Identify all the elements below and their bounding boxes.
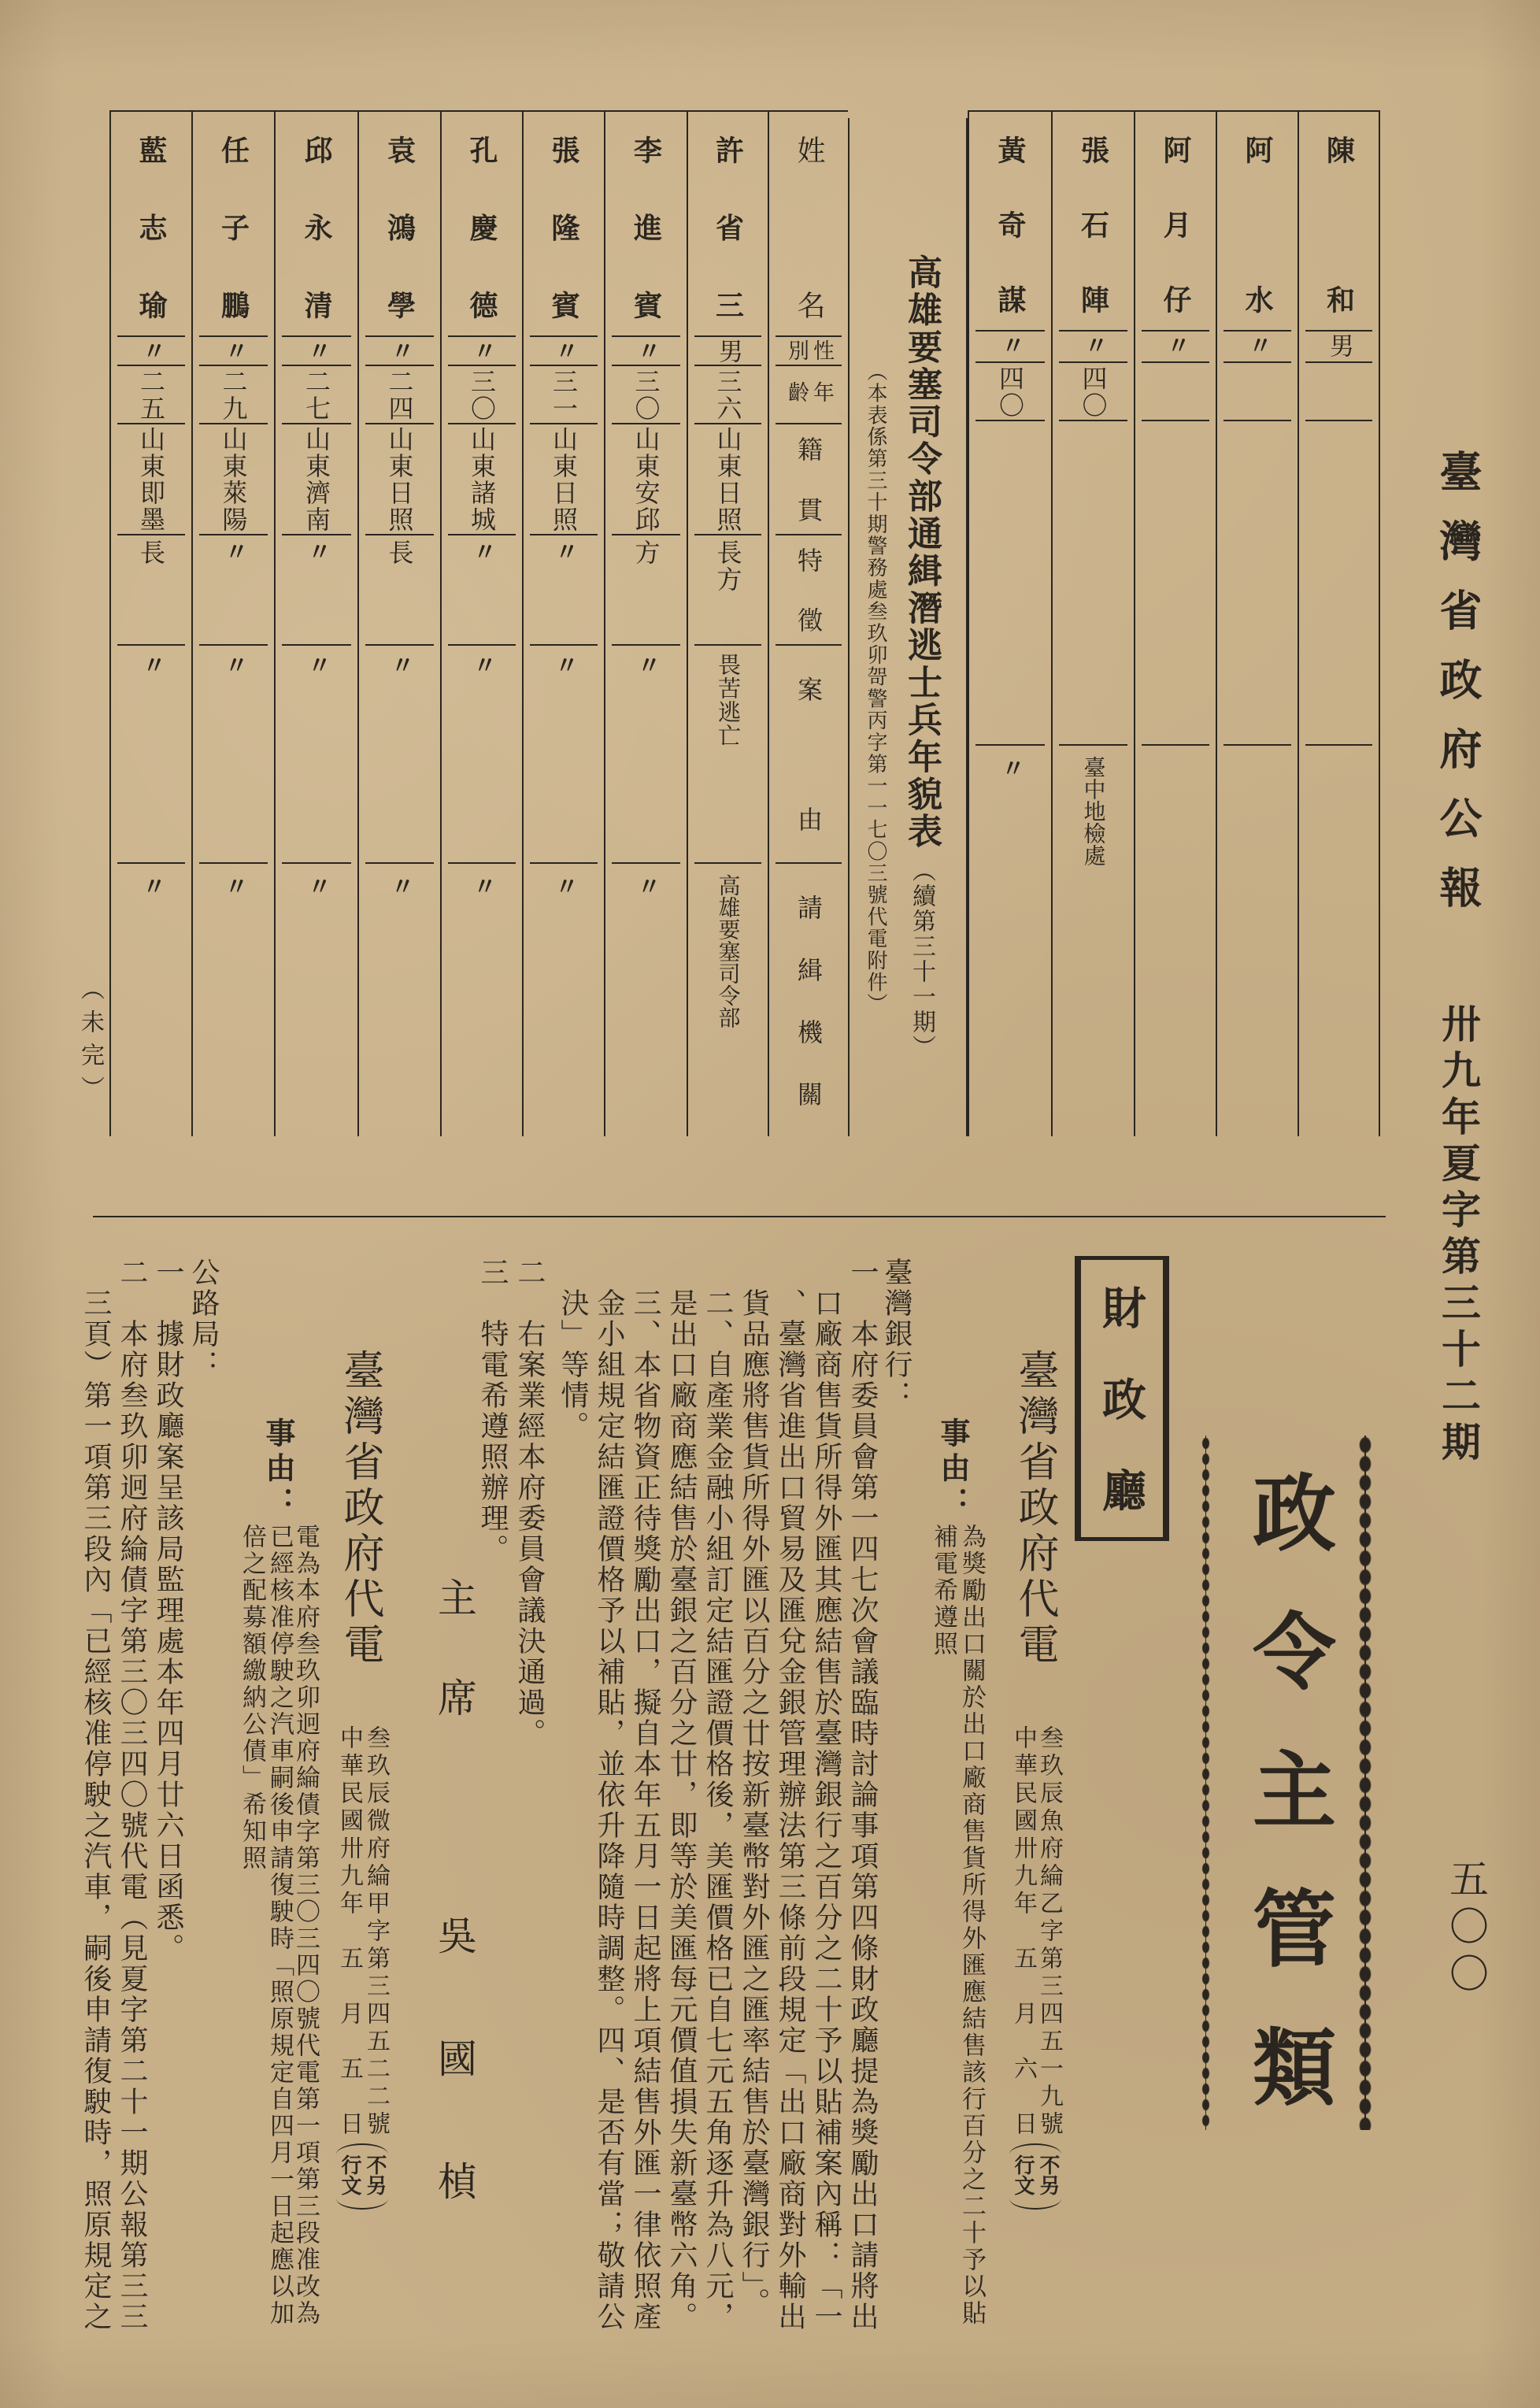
note-text bbox=[337, 2154, 387, 2195]
body-line: 、臺灣省進出口貿易及匯兌金銀管理辦法第三條前段規定「出口廠商對外輸出 bbox=[774, 1258, 806, 2332]
origin-cell bbox=[193, 424, 274, 535]
agency-cell bbox=[1299, 745, 1379, 1138]
sex-cell bbox=[359, 336, 440, 365]
blank-cell bbox=[1299, 420, 1379, 745]
name-cell bbox=[276, 112, 357, 336]
name-cell bbox=[524, 112, 604, 336]
sex-value: 〃 bbox=[1244, 333, 1272, 357]
header-case-label: 案由 bbox=[794, 676, 824, 832]
agency-cell bbox=[1053, 745, 1134, 1138]
publication-title: 臺灣省政府公報 bbox=[1433, 450, 1483, 935]
table-row bbox=[357, 110, 440, 1136]
case-value: 〃 bbox=[468, 653, 496, 677]
sex-value: 〃 bbox=[997, 333, 1024, 357]
sex-cell bbox=[1053, 331, 1134, 362]
agency-value: 〃 bbox=[997, 756, 1024, 780]
agency-cell bbox=[359, 863, 440, 1138]
subject-line: 已經核准停駛之汽車嗣後申請復駛時「照原規定自四月一日起應以加 bbox=[265, 1524, 294, 2327]
origin-value: 山東諸城 bbox=[467, 426, 497, 533]
subject-line: 補電希遵照 bbox=[929, 1524, 957, 1658]
feature-cell bbox=[359, 535, 440, 645]
agency-cell bbox=[193, 863, 274, 1138]
feature-value: 長 bbox=[384, 539, 415, 566]
age-value: 二五 bbox=[136, 369, 166, 422]
table-header bbox=[768, 110, 848, 1136]
age-value: 三〇 bbox=[631, 369, 661, 422]
agency-cell bbox=[276, 863, 357, 1138]
agency-cell bbox=[1135, 745, 1216, 1138]
agency-cell bbox=[111, 863, 191, 1138]
soldier-name: 張隆賓 bbox=[547, 135, 580, 319]
body-line: 二、自產業金融小組訂定結匯證價格後，美匯價格已自七元五角逐升為八元， bbox=[702, 1258, 734, 2332]
telegram-date: 中華民國卅九年 五 月 六 日 bbox=[1009, 1725, 1037, 2139]
body-line: 三頁）第一項第三段內「已經核准停駛之汽車，嗣後申請復駛時，照原規定之 bbox=[80, 1258, 112, 2332]
agency-value: 〃 bbox=[303, 874, 331, 898]
sex-value: 〃 bbox=[632, 339, 661, 362]
no-separate-document-note bbox=[1009, 2143, 1061, 2210]
age-value: 三〇 bbox=[467, 369, 497, 422]
name-cell bbox=[1299, 112, 1379, 331]
feature-cell bbox=[605, 535, 687, 645]
sex-value: 〃 bbox=[468, 339, 496, 362]
table-row bbox=[109, 110, 191, 1136]
origin-cell bbox=[605, 424, 687, 535]
name-cell bbox=[605, 112, 687, 336]
agency-value: 〃 bbox=[550, 874, 578, 898]
age-value: 二九 bbox=[218, 369, 249, 422]
sex-cell bbox=[688, 336, 768, 365]
to-be-continued-note: （未完） bbox=[76, 976, 104, 1109]
sex-cell bbox=[1217, 331, 1298, 362]
age-value: 三一 bbox=[549, 369, 579, 422]
page-number: 五〇〇 bbox=[1443, 1858, 1489, 2000]
name-cell bbox=[1053, 112, 1134, 331]
note-line: 不另 bbox=[1036, 2154, 1060, 2195]
feature-value: 方 bbox=[631, 539, 661, 566]
origin-cell bbox=[524, 424, 604, 535]
subject-line: 電為本府叁玖卯迥府綸債字第三〇三四〇號代電第一項第三段准改為 bbox=[291, 1524, 320, 2327]
feature-cell bbox=[524, 535, 604, 645]
agency-cell bbox=[605, 863, 687, 1138]
blank-cell bbox=[1135, 420, 1216, 745]
name-cell bbox=[1135, 112, 1216, 331]
note-line: 不另 bbox=[363, 2154, 387, 2195]
agency-value: 高雄要塞司令部 bbox=[715, 874, 742, 1028]
issue-number: 卅九年夏字第三十二期 bbox=[1435, 1003, 1482, 1468]
agency-cell bbox=[524, 863, 604, 1138]
telegram-heading: 臺灣省政府代電 bbox=[1011, 1349, 1058, 1669]
sex-cell bbox=[524, 336, 604, 365]
case-cell bbox=[276, 645, 357, 863]
sex-value: 男 bbox=[1325, 333, 1353, 357]
age-cell bbox=[1135, 362, 1216, 420]
body-line: 二 右案業經本府委員會議決通過。 bbox=[513, 1258, 546, 1749]
beaded-rule bbox=[1358, 1436, 1372, 2130]
body-line: 二 本府叁玖卯迥府綸債字第三〇三四〇號代電（見夏字第二十一期公報第三三 bbox=[116, 1258, 148, 2332]
soldier-name: 許省三 bbox=[711, 135, 745, 319]
agency-cell bbox=[1217, 745, 1298, 1138]
department-label: 財政廳 bbox=[1095, 1285, 1147, 1559]
origin-value: 山東日照 bbox=[549, 426, 579, 533]
origin-value: 山東即墨 bbox=[136, 426, 166, 533]
age-cell bbox=[1053, 362, 1134, 420]
agency-value: 〃 bbox=[386, 874, 414, 898]
origin-cell bbox=[442, 424, 522, 535]
case-value: 〃 bbox=[632, 653, 661, 677]
table-row bbox=[274, 110, 357, 1136]
body-line: 貨品應將售貨所得外匯以百分之廿按新臺幣對外匯之匯率結售於臺灣銀行」。 bbox=[738, 1258, 770, 2318]
table-row bbox=[191, 110, 274, 1136]
name-cell bbox=[193, 112, 274, 336]
sex-value: 〃 bbox=[386, 339, 414, 362]
soldier-name: 孔慶德 bbox=[465, 135, 498, 319]
age-cell bbox=[359, 365, 440, 424]
sex-cell bbox=[111, 336, 191, 365]
header-case bbox=[769, 645, 848, 863]
table-row bbox=[1216, 110, 1298, 1136]
sex-cell bbox=[442, 336, 522, 365]
age-cell bbox=[193, 365, 274, 424]
table-row bbox=[1134, 110, 1216, 1136]
signatory-name: 吳國楨 bbox=[431, 1915, 477, 2284]
case-cell bbox=[193, 645, 274, 863]
feature-value: 〃 bbox=[220, 539, 248, 565]
case-cell bbox=[524, 645, 604, 863]
table-title: 高雄要塞司令部通緝潛逃士兵年貌表 bbox=[901, 254, 942, 850]
table-row bbox=[440, 110, 522, 1136]
header-name bbox=[769, 112, 848, 336]
case-value: 畏苦逃亡 bbox=[715, 653, 742, 747]
age-cell bbox=[605, 365, 687, 424]
sex-cell bbox=[605, 336, 687, 365]
age-cell bbox=[1217, 362, 1298, 420]
age-cell bbox=[111, 365, 191, 424]
case-cell bbox=[111, 645, 191, 863]
agency-value: 〃 bbox=[220, 874, 248, 898]
case-cell bbox=[359, 645, 440, 863]
reference-number: 叁玖辰微府綸甲字第三四五二二號 bbox=[362, 1725, 390, 2139]
subject-label: 事由： bbox=[261, 1417, 296, 1521]
name-cell bbox=[1217, 112, 1298, 331]
subject-line: 為獎勵出口關於出口廠商售貨所得外匯應結售該行百分之二十予以貼 bbox=[957, 1524, 986, 2327]
sex-value: 男 bbox=[714, 339, 742, 363]
header-sex-label bbox=[783, 339, 834, 361]
feature-cell bbox=[688, 535, 768, 645]
body-line: 金小組規定結匯證價格予以補貼，並依升降隨時調整。四、是否有當；敬請公 bbox=[593, 1258, 625, 2332]
header-sex-char: 別 bbox=[784, 339, 809, 361]
age-value: 四〇 bbox=[1078, 365, 1109, 419]
note-line: 行文 bbox=[338, 2154, 361, 2195]
soldier-name: 藍志瑜 bbox=[135, 135, 168, 319]
header-name-label: 姓名 bbox=[793, 135, 825, 319]
origin-value: 山東安邱 bbox=[631, 426, 661, 533]
subject-line: 倍之配募額繳納公債」希知照 bbox=[238, 1524, 266, 1872]
name-cell bbox=[442, 112, 522, 336]
origin-cell bbox=[276, 424, 357, 535]
case-value: 〃 bbox=[138, 653, 165, 677]
telegram-date: 中華民國卅九年 五 月 五 日 bbox=[335, 1725, 363, 2139]
blank-cell bbox=[1053, 420, 1134, 745]
table-row bbox=[968, 110, 1051, 1136]
soldier-name: 張石陣 bbox=[1076, 135, 1110, 313]
case-value: 〃 bbox=[550, 653, 578, 677]
age-value: 二七 bbox=[302, 369, 331, 422]
sex-cell bbox=[193, 336, 274, 365]
blank-cell bbox=[1217, 420, 1298, 745]
feature-cell bbox=[193, 535, 274, 645]
case-cell bbox=[442, 645, 522, 863]
agency-value: 〃 bbox=[138, 874, 165, 898]
feature-cell bbox=[276, 535, 357, 645]
origin-value: 山東日照 bbox=[713, 426, 743, 533]
soldier-name: 黃奇謀 bbox=[994, 135, 1027, 313]
table-subtitle: （本表係第三十期警務處叁玖卯哿警丙字第一一七〇三號代電附件） bbox=[864, 361, 887, 1015]
sex-value: 〃 bbox=[1079, 333, 1108, 357]
feature-value: 〃 bbox=[468, 539, 496, 565]
sex-value: 〃 bbox=[138, 339, 165, 362]
table-row bbox=[1051, 110, 1134, 1136]
continued-note: （續第三十一期） bbox=[908, 858, 935, 1060]
origin-cell bbox=[111, 424, 191, 535]
sex-cell bbox=[1135, 331, 1216, 362]
soldier-name: 阿水 bbox=[1241, 135, 1274, 313]
soldier-name: 袁鴻學 bbox=[383, 135, 416, 319]
body-line: 決」等情。 bbox=[557, 1258, 589, 1442]
case-cell bbox=[688, 645, 768, 863]
origin-cell bbox=[688, 424, 768, 535]
body-line: 是出口廠商應結售於臺銀之百分之廿，即等於美匯每元價值損失新臺幣六角。 bbox=[665, 1258, 698, 2332]
age-value: 四〇 bbox=[995, 365, 1025, 419]
header-feature bbox=[769, 535, 848, 645]
no-separate-document-note bbox=[336, 2143, 388, 2210]
feature-value: 〃 bbox=[550, 539, 578, 565]
section-divider bbox=[93, 1216, 1386, 1217]
agency-cell bbox=[969, 745, 1051, 1138]
header-age-label bbox=[783, 381, 834, 402]
table-row bbox=[522, 110, 604, 1136]
origin-value: 山東日照 bbox=[384, 426, 415, 533]
header-age-char: 年 bbox=[809, 381, 834, 402]
soldier-name: 陳和 bbox=[1322, 135, 1356, 313]
age-cell bbox=[969, 362, 1051, 420]
feature-value: 長方 bbox=[713, 539, 743, 593]
body-line: 三、本省物資正待獎勵出口，擬自本年五月一日起將上項結售外匯一律依照產 bbox=[629, 1258, 661, 2332]
header-origin bbox=[769, 424, 848, 535]
table-row bbox=[1298, 110, 1380, 1136]
case-value: 〃 bbox=[303, 653, 331, 677]
body-line: 一 據財政廳案呈該局監理處本年四月廿六日函悉。 bbox=[152, 1258, 184, 1964]
subject-label: 事由： bbox=[935, 1417, 971, 1521]
body-line: 口廠商售貨所得外匯其應結售於臺灣銀行之百分之二十予以貼補案內稱：「一 bbox=[810, 1258, 842, 2332]
feature-cell bbox=[111, 535, 191, 645]
body-line: 一 本府委員會第一四七次會議臨時討論事項第四條財政廳提為獎勵出口請將出 bbox=[846, 1258, 879, 2332]
note-text bbox=[1010, 2154, 1061, 2195]
origin-value: 山東萊陽 bbox=[218, 426, 249, 533]
sex-cell bbox=[969, 331, 1051, 362]
header-feature-label: 特徵 bbox=[794, 547, 824, 632]
telegram-heading: 臺灣省政府代電 bbox=[336, 1349, 383, 1669]
feature-value: 長 bbox=[136, 539, 166, 566]
signatory-title: 主席 bbox=[431, 1577, 477, 1777]
origin-cell bbox=[359, 424, 440, 535]
header-agency bbox=[769, 863, 848, 1138]
section-title: 政令主管類 bbox=[1239, 1469, 1338, 2162]
age-cell bbox=[1299, 362, 1379, 420]
table-row bbox=[604, 110, 687, 1136]
blank-cell bbox=[969, 420, 1051, 745]
note-line: 行文 bbox=[1011, 2154, 1035, 2195]
name-cell bbox=[688, 112, 768, 336]
addressee: 臺灣銀行： bbox=[880, 1258, 913, 1411]
feature-value: 〃 bbox=[303, 539, 331, 565]
header-agency-label: 請緝機關 bbox=[794, 895, 824, 1106]
sex-value: 〃 bbox=[1162, 333, 1190, 357]
addressee: 公路局： bbox=[187, 1258, 220, 1380]
sex-cell bbox=[276, 336, 357, 365]
soldier-name: 阿月仔 bbox=[1159, 135, 1192, 313]
soldier-name: 邱永清 bbox=[300, 135, 333, 319]
case-value: 〃 bbox=[220, 653, 248, 677]
header-sex-char: 性 bbox=[809, 339, 834, 361]
header-sex bbox=[769, 336, 848, 365]
sex-value: 〃 bbox=[303, 339, 331, 362]
case-value: 〃 bbox=[386, 653, 414, 677]
age-cell bbox=[524, 365, 604, 424]
origin-value: 山東濟南 bbox=[302, 426, 331, 533]
age-cell bbox=[688, 365, 768, 424]
header-age bbox=[769, 365, 848, 424]
age-cell bbox=[442, 365, 522, 424]
name-cell bbox=[111, 112, 191, 336]
table-row bbox=[687, 110, 768, 1136]
agency-value: 〃 bbox=[632, 874, 661, 898]
agency-value: 臺中地檢處 bbox=[1080, 756, 1107, 866]
soldier-name: 李進賓 bbox=[629, 135, 663, 319]
case-cell bbox=[605, 645, 687, 863]
age-value: 三六 bbox=[713, 369, 743, 422]
header-origin-label: 籍貫 bbox=[794, 436, 824, 522]
beaded-rule bbox=[1201, 1436, 1211, 2130]
reference-number: 叁玖辰魚府綸乙字第三四五一九號 bbox=[1035, 1725, 1063, 2139]
agency-cell bbox=[688, 863, 768, 1138]
sex-cell bbox=[1299, 331, 1379, 362]
name-cell bbox=[359, 112, 440, 336]
header-age-char: 齡 bbox=[784, 381, 809, 402]
sex-value: 〃 bbox=[220, 339, 248, 362]
age-cell bbox=[276, 365, 357, 424]
soldier-name: 任子鵬 bbox=[217, 135, 250, 319]
sex-value: 〃 bbox=[550, 339, 578, 362]
feature-cell bbox=[442, 535, 522, 645]
name-cell bbox=[969, 112, 1051, 331]
agency-value: 〃 bbox=[468, 874, 496, 898]
agency-cell bbox=[442, 863, 522, 1138]
body-line: 三 特電希遵照辦理。 bbox=[476, 1258, 509, 1565]
age-value: 二四 bbox=[384, 369, 415, 422]
